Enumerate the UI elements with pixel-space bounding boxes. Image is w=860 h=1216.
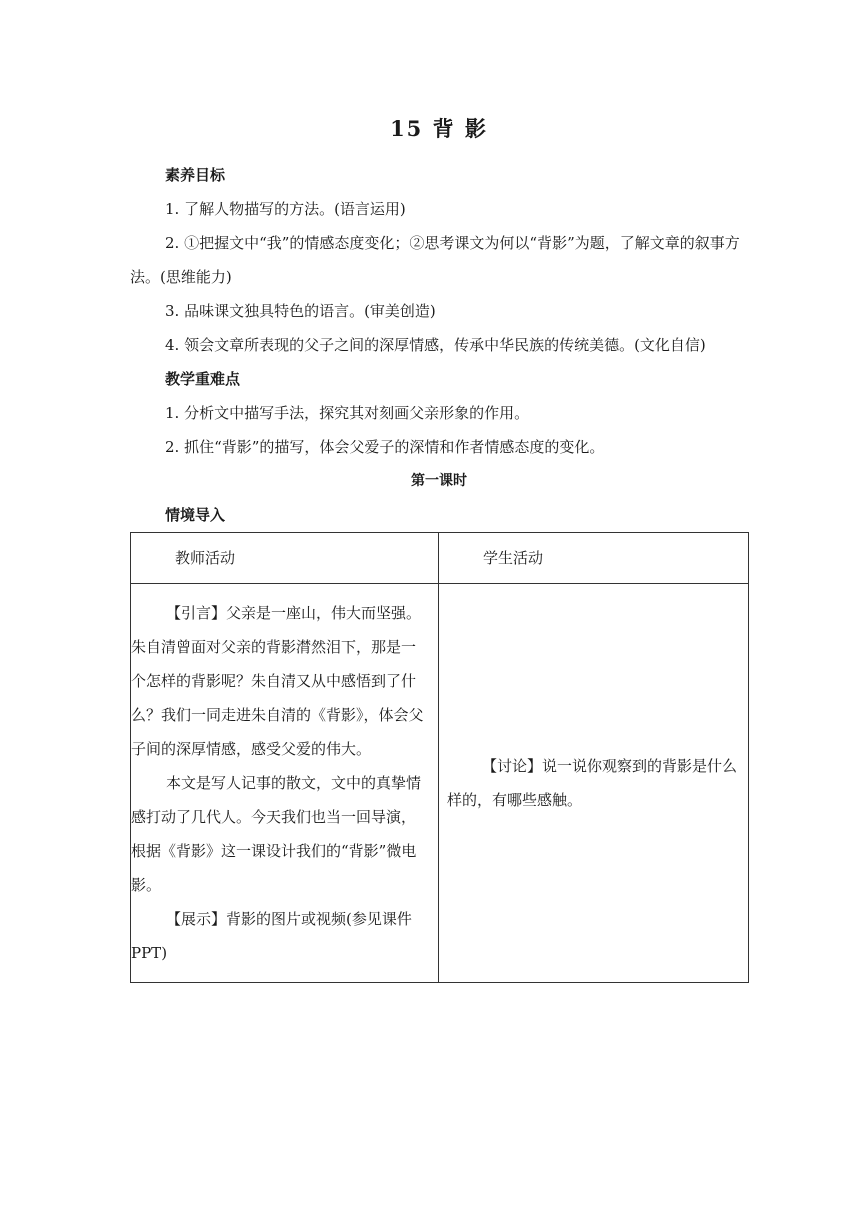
student-activity-cell [439,584,749,983]
objective-item: 4. 领会文章所表现的父子之间的深厚情感，传承中华民族的传统美德。(文化自信) [165,336,706,354]
document-title: 15 背 影 [390,116,488,141]
table-row [131,584,749,983]
scenario-intro-heading: 情境导入 [165,506,226,524]
activity-table [130,532,749,983]
key-point-item: 2. 抓住“背影”的描写，体会父爱子的深情和作者情感态度的变化。 [165,438,605,456]
student-paragraph: 【讨论】说一说你观察到的背影是什么样的，有哪些感触。 [447,757,738,809]
table-header-row [131,533,749,584]
objective-item: 1. 了解人物描写的方法。(语言运用) [165,200,406,218]
objective-item: 2. ①把握文中“我”的情感态度变化；②思考课文为何以“背影”为题，了解文章的叙事方法。(思维能力) [130,234,740,286]
objectives-heading: 素养目标 [165,166,226,184]
document-page [130,110,748,983]
teacher-paragraph: 【展示】背影的图片或视频(参见课件 PPT) [131,910,412,962]
objective-item: 3. 品味课文独具特色的语言。(审美创造) [165,302,436,320]
teacher-activity-header: 教师活动 [131,533,439,584]
teacher-paragraph: 【引言】父亲是一座山，伟大而坚强。朱自清曾面对父亲的背影潸然泪下，那是一个怎样的背影呢？朱自清又从中感悟到了什么？我们一同走进朱自清的《背影》，体会父子间的深厚情感，感受父爱的伟大。 [131,604,424,758]
student-activity-header: 学生活动 [439,533,749,584]
key-point-item: 1. 分析文中描写手法，探究其对刻画父亲形象的作用。 [165,404,530,422]
lesson-heading: 第一课时 [411,473,467,489]
teacher-paragraph: 本文是写人记事的散文，文中的真挚情感打动了几代人。今天我们也当一回导演，根据《背影》这一课设计我们的“背影”微电影。 [131,774,422,894]
teacher-activity-cell [131,584,439,983]
key-points-heading: 教学重难点 [165,370,241,388]
